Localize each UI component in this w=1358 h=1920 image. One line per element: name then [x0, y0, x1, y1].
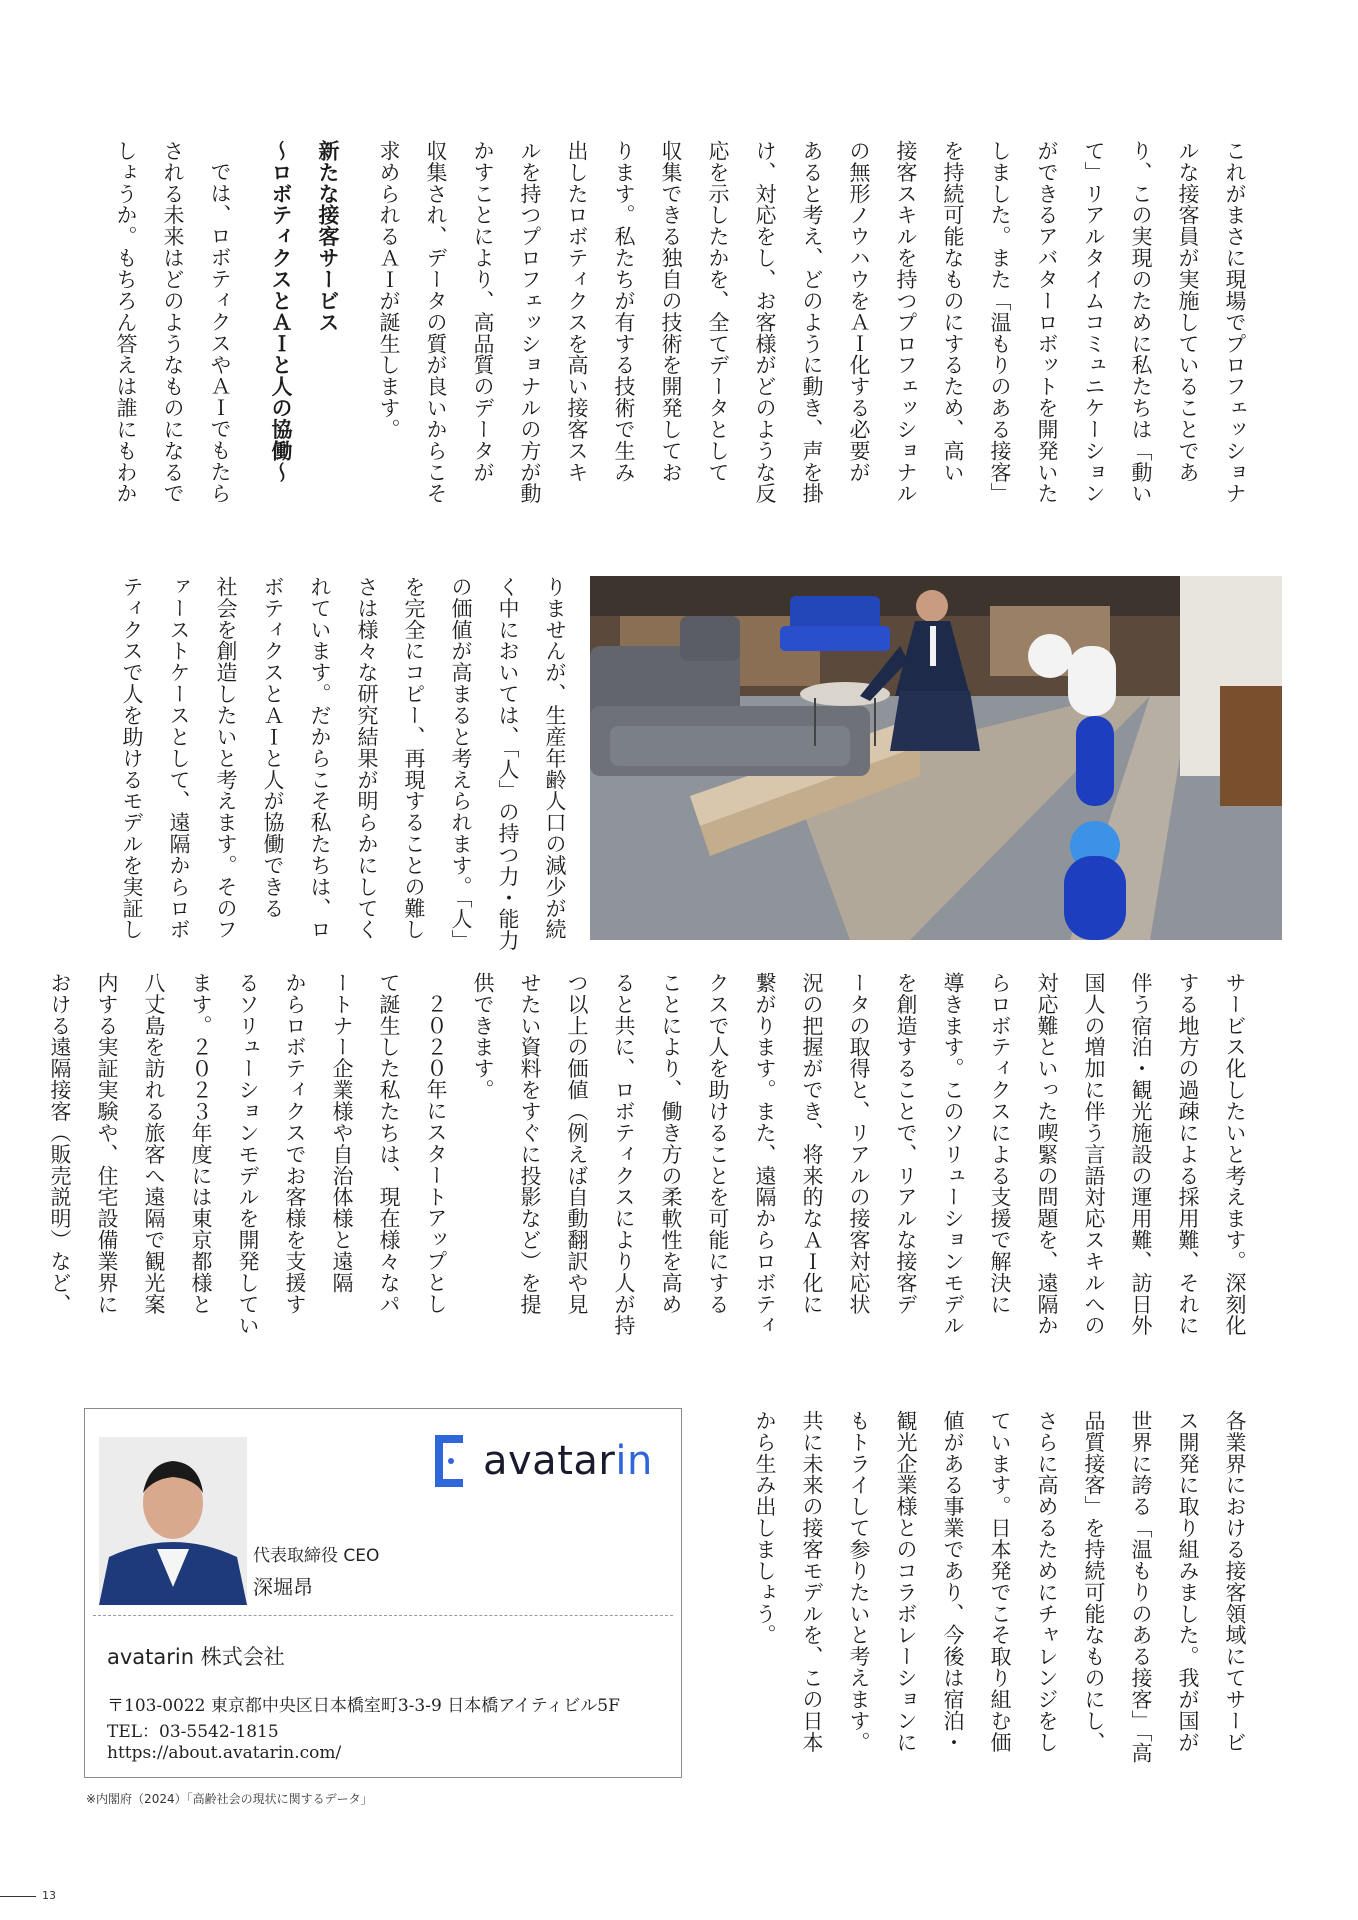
company-tel: TEL：03-5542-1815	[107, 1722, 279, 1742]
text-line: しました。また「温もりのある接客」	[988, 140, 1012, 505]
text-line: ルな接客員が実施していることであ	[1176, 140, 1200, 483]
text-line: ータの取得と、リアルの接客対応状	[847, 972, 871, 1315]
text-line: あると考え、どのように動き、声を掛	[800, 140, 824, 505]
text-line: 況の把握ができ、将来的なＡＩ化に	[800, 972, 824, 1315]
text-line: つ以上の価値（例えば自動翻訳や見	[565, 972, 589, 1315]
text-line: からロボティクスでお客様を支援す	[283, 972, 307, 1315]
text-line: おける遠隔接客（販売説明）など、	[48, 972, 72, 1315]
text-line: 国人の増加に伴う言語対応スキルへの	[1082, 972, 1106, 1337]
footnote: ※内閣府（2024）「高齢社会の現状に関するデータ」	[86, 1792, 373, 1806]
text-line: しょうか。もちろん答えは誰にもわか	[114, 140, 138, 505]
text-line: 収集され、データの質が良いからこそ	[424, 140, 448, 505]
text-line: ります。私たちが有する技術で生み	[612, 140, 636, 483]
avatarin-logo-text	[483, 1438, 653, 1484]
text-line: の無形ノウハウをＡＩ化する必要が	[847, 140, 871, 483]
text-line: ルを持つプロフェッショナルの方が動	[518, 140, 542, 505]
text-line: では、ロボティクスやＡＩでもたら	[208, 161, 232, 504]
text-line: て誕生した私たちは、現在様々なパ	[377, 972, 401, 1315]
text-line: 供できます。	[471, 972, 495, 1101]
text-line: 社会を創造したいと考えます。そのフ	[214, 576, 238, 941]
spacer	[351, 140, 365, 550]
text-line: りませんが、生産年齢人口の減少が続	[543, 576, 567, 941]
text-line: ス開発に取り組みました。我が国が	[1176, 1410, 1200, 1753]
text-line: らロボティクスによる支援で解決に	[988, 972, 1012, 1315]
text-line: ができるアバターロボットを開発いた	[1035, 140, 1059, 505]
text-line: を完全にコピー、再現することの難し	[402, 576, 426, 941]
text-line: 値がある事業であり、今後は宿泊・	[941, 1410, 965, 1753]
ceo-title: 代表取締役 CEO	[253, 1546, 380, 1566]
avatarin-logo	[429, 1431, 653, 1491]
company-name: avatarin 株式会社	[107, 1645, 285, 1669]
text-line: せたい資料をすぐに投影など）を提	[518, 972, 542, 1315]
showroom-illustration	[590, 576, 1282, 940]
text-line: される未来はどのようなものになるで	[161, 140, 185, 505]
ceo-name: 深堀昂	[253, 1575, 313, 1599]
text-line: 出したロボティクスを高い接客スキ	[565, 140, 589, 483]
text-line: ２０２０年にスタートアップとし	[424, 993, 448, 1315]
company-url[interactable]: https://about.avatarin.com/	[107, 1743, 342, 1763]
text-line: 八丈島を訪れる旅客へ遠隔で観光案	[142, 972, 166, 1315]
text-line: ボティクスとＡＩと人が協働できる	[261, 576, 285, 919]
page-number: 13	[42, 1889, 56, 1902]
text-line: 収集できる独自の技術を開発してお	[659, 140, 683, 483]
text-line: の価値が高まると考えられます。「人」	[449, 576, 473, 952]
section-heading-line2: ～ロボティクスとＡＩと人の協働～	[269, 140, 293, 483]
text-line: 繋がります。また、遠隔からロボティ	[753, 972, 777, 1337]
text-line: 世界に誇る「温もりのある接客」「高	[1129, 1410, 1153, 1764]
text-line: もトライして参りたいと考えます。	[847, 1410, 871, 1753]
logo-text-accent: in	[615, 1438, 653, 1484]
text-line: サービス化したいと考えます。深刻化	[1223, 972, 1247, 1337]
middle-left-text-block	[102, 576, 578, 956]
text-line: 各業界における接客領域にてサービ	[1223, 1410, 1247, 1753]
text-line: 接客スキルを持つプロフェッショナル	[894, 140, 918, 505]
text-line: ことにより、働き方の柔軟性を高め	[659, 972, 683, 1315]
text-line: ァーストケースとして、遠隔からロボ	[167, 576, 191, 941]
company-info-box	[84, 1408, 682, 1778]
page-rule	[0, 1896, 36, 1897]
text-line: 対応難といった喫緊の問題を、遠隔か	[1035, 972, 1059, 1337]
spacer	[243, 140, 257, 550]
company-address: 〒103-0022 東京都中央区日本橋室町3-3-9 日本橋アイティビル5F	[107, 1696, 620, 1716]
ceo-portrait	[99, 1437, 247, 1605]
dashed-divider	[93, 1615, 673, 1616]
ceo-portrait-illustration	[99, 1437, 247, 1605]
text-line: 共に未来の接客モデルを、この日本	[800, 1410, 824, 1753]
text-line: 品質接客」を持続可能なものにし、	[1082, 1410, 1106, 1753]
text-line: ると共に、ロボティクスにより人が持	[612, 972, 636, 1337]
text-line: り、この実現のために私たちは「動い	[1129, 140, 1153, 505]
text-line: るソリューションモデルを開発してい	[236, 972, 260, 1337]
section-heading-sub	[257, 140, 304, 550]
text-line: これがまさに現場でプロフェッショナ	[1223, 140, 1247, 505]
text-line: く中においては、「人」の持つ力・能力	[496, 576, 520, 952]
text-line: け、対応をし、お客様がどのような反	[753, 140, 777, 505]
top-text-block	[102, 140, 1258, 550]
text-line: 伴う宿泊・観光施設の運用難、訪日外	[1129, 972, 1153, 1337]
text-line: ティクスで人を助けるモデルを実証し	[120, 576, 144, 941]
text-line: を創造することで、リアルな接客デ	[894, 972, 918, 1315]
text-line: 導きます。このソリューションモデル	[941, 972, 965, 1337]
text-line: さらに高めるためにチャレンジをし	[1035, 1410, 1059, 1753]
section-heading-line1: 新たな接客サービス	[316, 140, 340, 333]
text-line: を持続可能なものにするため、高い	[941, 140, 965, 483]
logo-text-main: avatar	[483, 1438, 616, 1484]
text-line: かすことにより、高品質のデータが	[471, 140, 495, 483]
lower-text-block	[48, 972, 1258, 1362]
text-line: 求められるＡＩが誕生します。	[377, 140, 401, 440]
text-line: れています。だからこそ私たちは、ロ	[308, 576, 332, 941]
text-line: 応を示したかを、全てデータとして	[706, 140, 730, 483]
text-line: する地方の過疎による採用難、それに	[1176, 972, 1200, 1337]
text-line: さは様々な研究結果が明らかにしてく	[355, 576, 379, 941]
text-line: て」リアルタイムコミュニケーション	[1082, 140, 1106, 505]
bottom-right-text-block	[753, 1410, 1258, 1810]
text-line: ています。日本発でこそ取り組む価	[988, 1410, 1012, 1753]
text-line: 内する実証実験や、住宅設備業界に	[95, 972, 119, 1315]
text-line: クスで人を助けることを可能にする	[706, 972, 730, 1315]
avatarin-logo-icon	[429, 1431, 469, 1491]
text-line: 観光企業様とのコラボレーションに	[894, 1410, 918, 1753]
text-line: ートナー企業様や自治体様と遠隔	[330, 972, 354, 1294]
text-line: から生み出しましょう。	[753, 1410, 777, 1646]
text-line: ます。２０２３年度には東京都様と	[189, 972, 213, 1315]
section-heading	[304, 140, 351, 550]
showroom-photo	[590, 576, 1282, 940]
